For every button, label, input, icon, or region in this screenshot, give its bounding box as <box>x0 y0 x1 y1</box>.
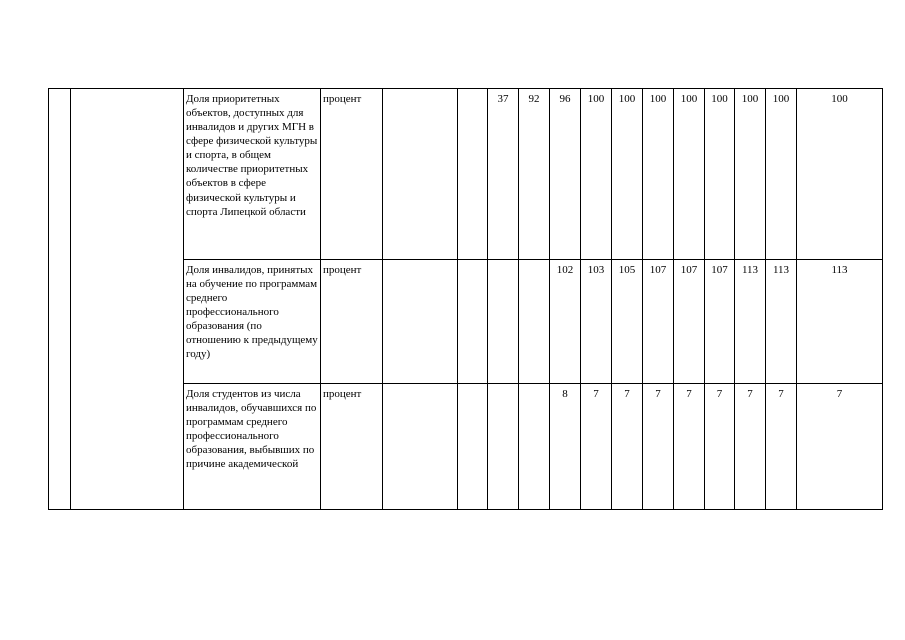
indicator-name-cell: Доля приоритетных объектов, доступных для инвалидов и других МГН в сфере физической культуры и спорта, в общем количестве приоритетных объектов в сфере физической культуры и спорта Липецкой области <box>184 89 321 260</box>
value-cell: 107 <box>674 260 705 384</box>
value-cell <box>383 89 458 260</box>
value-cell: 102 <box>550 260 581 384</box>
value-cell: 100 <box>735 89 766 260</box>
value-cell: 7 <box>612 384 643 510</box>
indicators-table <box>48 88 883 510</box>
value-cell: 7 <box>581 384 612 510</box>
value-cell <box>383 384 458 510</box>
value-cell: 100 <box>612 89 643 260</box>
value-cell: 113 <box>735 260 766 384</box>
value-cell: 8 <box>550 384 581 510</box>
unit-cell: процент <box>321 89 383 260</box>
unit-cell: процент <box>321 260 383 384</box>
value-cell: 7 <box>766 384 797 510</box>
value-cell: 37 <box>488 89 519 260</box>
indicator-name-cell: Доля инвалидов, принятых на обучение по программам среднего профессионального образования (по отношению к предыдущему году) <box>184 260 321 384</box>
value-cell: 7 <box>797 384 883 510</box>
value-cell <box>488 384 519 510</box>
value-cell: 100 <box>797 89 883 260</box>
value-cell: 107 <box>643 260 674 384</box>
value-cell <box>519 384 550 510</box>
program-cell <box>71 89 184 510</box>
value-cell: 100 <box>766 89 797 260</box>
value-cell: 105 <box>612 260 643 384</box>
value-cell <box>458 384 488 510</box>
value-cell: 107 <box>705 260 735 384</box>
value-cell <box>458 89 488 260</box>
value-cell <box>458 260 488 384</box>
value-cell <box>383 260 458 384</box>
value-cell: 113 <box>797 260 883 384</box>
indicator-name-cell: Доля студентов из числа инвалидов, обучавшихся по программам среднего профессионального образования, выбывших по причине академической <box>184 384 321 510</box>
value-cell: 92 <box>519 89 550 260</box>
value-cell: 100 <box>581 89 612 260</box>
value-cell: 7 <box>674 384 705 510</box>
value-cell: 100 <box>674 89 705 260</box>
value-cell: 113 <box>766 260 797 384</box>
index-cell <box>49 89 71 510</box>
value-cell <box>488 260 519 384</box>
value-cell: 103 <box>581 260 612 384</box>
value-cell: 7 <box>735 384 766 510</box>
value-cell <box>519 260 550 384</box>
value-cell: 7 <box>643 384 674 510</box>
table-row <box>49 89 883 260</box>
value-cell: 96 <box>550 89 581 260</box>
unit-cell: процент <box>321 384 383 510</box>
value-cell: 100 <box>643 89 674 260</box>
value-cell: 7 <box>705 384 735 510</box>
value-cell: 100 <box>705 89 735 260</box>
